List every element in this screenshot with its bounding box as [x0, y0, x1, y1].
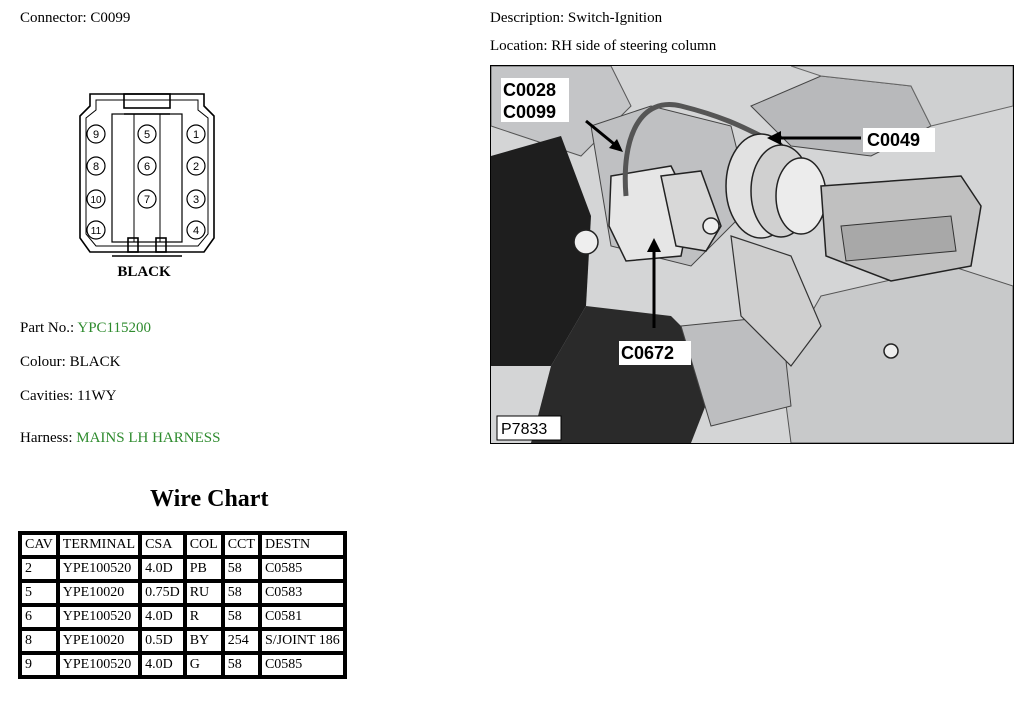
pin-4: [187, 221, 205, 239]
svg-text:9: 9: [92, 129, 100, 141]
cell-destn: C0581: [260, 605, 345, 629]
svg-text:2: 2: [192, 161, 200, 173]
callout-c0099: C0099: [503, 102, 557, 122]
cavities-line: [20, 388, 117, 405]
pin-11: [87, 221, 105, 239]
harness-link[interactable]: MAINS LH HARNESS: [76, 430, 221, 446]
svg-text:1: 1: [192, 129, 200, 141]
location-line: [490, 38, 716, 55]
cell-csa: 4.0D: [140, 653, 185, 677]
svg-text:10: 10: [90, 195, 102, 206]
pin-6: [138, 157, 156, 175]
cell-csa: 4.0D: [140, 557, 185, 581]
col-header-terminal: TERMINAL: [58, 533, 140, 557]
wire-chart-header-row: [20, 533, 345, 557]
colour-line: [20, 354, 120, 371]
harness-label: Harness:: [20, 430, 73, 446]
cavities-value: 11WY: [77, 388, 117, 404]
cell-col: PB: [185, 557, 223, 581]
pin-9: [87, 125, 105, 143]
cell-cct: 58: [223, 605, 260, 629]
description-line: [490, 10, 662, 27]
table-row: [20, 581, 345, 605]
cell-cav: 9: [20, 653, 58, 677]
cell-cct: 58: [223, 581, 260, 605]
cell-col: R: [185, 605, 223, 629]
cell-col: RU: [185, 581, 223, 605]
colour-value: BLACK: [69, 354, 121, 370]
wire-chart-title: Wire Chart: [150, 486, 269, 512]
cell-destn: C0583: [260, 581, 345, 605]
callout-c0028: C0028: [503, 80, 557, 100]
location-label: Location:: [490, 38, 548, 54]
location-value: RH side of steering column: [551, 38, 717, 54]
part-no-label: Part No.:: [20, 320, 75, 336]
cavities-label: Cavities:: [20, 388, 74, 404]
wire-chart-table: [18, 531, 347, 679]
table-row: [20, 557, 345, 581]
svg-text:7: 7: [143, 194, 151, 206]
col-header-csa: CSA: [140, 533, 185, 557]
cell-cct: 58: [223, 557, 260, 581]
svg-text:3: 3: [192, 194, 200, 206]
cell-destn: C0585: [260, 557, 345, 581]
pin-3: [187, 190, 205, 208]
harness-line: [20, 430, 220, 447]
col-header-col: COL: [185, 533, 223, 557]
cell-cct: 58: [223, 653, 260, 677]
colour-label: Colour:: [20, 354, 66, 370]
svg-text:6: 6: [143, 161, 151, 173]
cell-csa: 0.75D: [140, 581, 185, 605]
cell-terminal: YPE100520: [58, 557, 140, 581]
connector-label: Connector:: [20, 10, 87, 26]
cell-csa: 0.5D: [140, 629, 185, 653]
part-no-link[interactable]: YPC115200: [77, 320, 151, 336]
cell-cav: 2: [20, 557, 58, 581]
svg-text:5: 5: [143, 129, 151, 141]
part-no-line: [20, 320, 151, 337]
location-illustration: [490, 65, 1014, 444]
table-row: [20, 653, 345, 677]
table-row: [20, 605, 345, 629]
callout-c0672: C0672: [621, 343, 675, 363]
cell-terminal: YPE100520: [58, 605, 140, 629]
cell-col: G: [185, 653, 223, 677]
cell-destn: C0585: [260, 653, 345, 677]
svg-text:4: 4: [192, 225, 200, 237]
illustration-ref: P7833: [501, 421, 548, 438]
svg-text:11: 11: [90, 226, 102, 237]
description-value: Switch-Ignition: [567, 10, 663, 26]
pin-2: [187, 157, 205, 175]
connector-line: [20, 10, 130, 27]
connector-value: C0099: [90, 10, 131, 26]
cell-cav: 5: [20, 581, 58, 605]
cell-cav: 8: [20, 629, 58, 653]
cell-cct: 254: [223, 629, 260, 653]
pin-1: [187, 125, 205, 143]
cell-terminal: YPE10020: [58, 581, 140, 605]
col-header-destn: DESTN: [260, 533, 345, 557]
description-label: Description:: [490, 10, 565, 26]
table-row: [20, 629, 345, 653]
cell-col: BY: [185, 629, 223, 653]
cell-cav: 6: [20, 605, 58, 629]
cell-terminal: YPE100520: [58, 653, 140, 677]
cell-terminal: YPE10020: [58, 629, 140, 653]
col-header-cav: CAV: [20, 533, 58, 557]
callout-c0049: C0049: [867, 130, 921, 150]
svg-text:8: 8: [92, 161, 100, 173]
col-header-cct: CCT: [223, 533, 260, 557]
connector-face-diagram: [72, 88, 222, 284]
pin-7: [138, 190, 156, 208]
connector-caption: BLACK: [117, 264, 171, 280]
cell-csa: 4.0D: [140, 605, 185, 629]
pin-8: [87, 157, 105, 175]
pin-10: [87, 190, 105, 208]
pin-5: [138, 125, 156, 143]
cell-destn: S/JOINT 186: [260, 629, 345, 653]
